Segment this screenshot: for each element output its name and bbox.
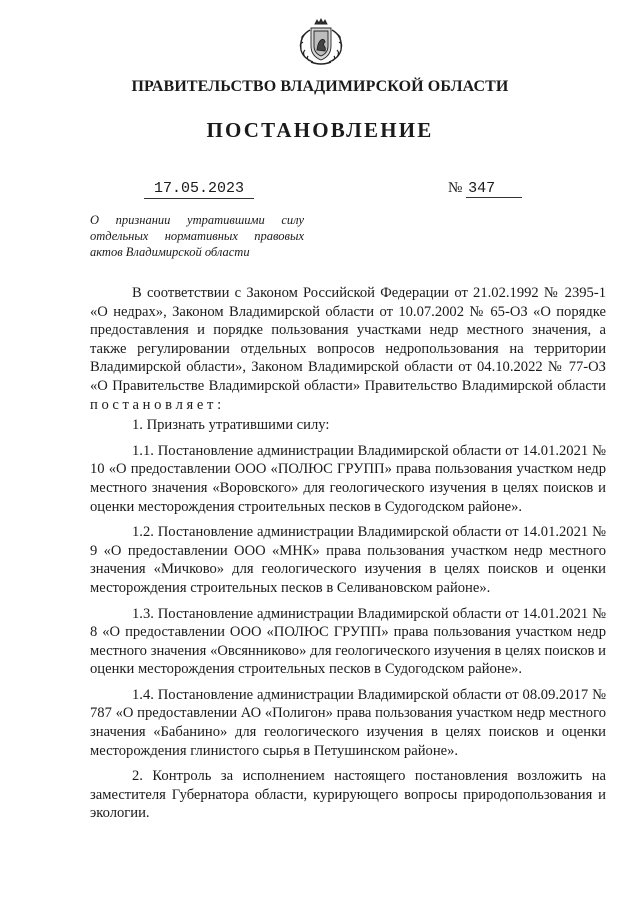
- document-number-block: [448, 180, 522, 198]
- document-date: 17.05.2023: [144, 180, 254, 199]
- clause-1-2: 1.2. Постановление администрации Владимирской области от 14.01.2021 № 9 «О предоставлении ООО «МНК» права пользования участком недр местного значения «Мичково» для геологического изучения в целях поисков и оценки месторождения строительных песков в Селивановском районе».: [90, 524, 606, 596]
- document-subject: [90, 212, 304, 260]
- organization-name: ПРАВИТЕЛЬСТВО ВЛАДИМИРСКОЙ ОБЛАСТИ: [131, 78, 509, 95]
- document-type-title: ПОСТАНОВЛЕНИЕ: [206, 118, 434, 142]
- coat-of-arms-emblem: [293, 18, 349, 66]
- document-body: [90, 284, 606, 823]
- clause-1-1: 1.1. Постановление администрации Владимирской области от 14.01.2021 № 10 «О предоставлении ООО «ПОЛЮС ГРУПП» права пользования участком недр местного значения «Воровского» для геологического изучения в целях поисков и оценки месторождения строительных песков в Судогодском районе».: [90, 442, 606, 515]
- number-sign: №: [448, 180, 463, 196]
- subject-line: отдельных нормативных правовых: [90, 229, 304, 243]
- clause-1: 1. Признать утратившими силу:: [132, 417, 330, 434]
- clause-1-3: 1.3. Постановление администрации Владимирской области от 14.01.2021 № 8 «О предоставлении ООО «ПОЛЮС ГРУПП» права пользования участком недр местного значения «Овсянниково» для геологического изучения в целях поисков и оценки месторождения строительных песков в Судогодском районе».: [90, 605, 606, 678]
- subject-line: О признании утратившими силу: [90, 213, 304, 227]
- clause-2: 2. Контроль за исполнением настоящего постановления возложить на заместителя Губернатора области, курирующего вопросы природопользования и экологии.: [90, 768, 606, 822]
- subject-line: актов Владимирской области: [90, 245, 250, 259]
- document-number: 347: [466, 180, 522, 198]
- clause-1-4: 1.4. Постановление администрации Владимирской области от 08.09.2017 № 787 «О предоставлении АО «Полигон» права пользования участком недр местного значения «Бабанино» для геологического изучения в целях поисков и оценки месторождения глинистого сырья в Петушинском районе».: [90, 686, 606, 759]
- preamble-paragraph: В соответствии с Законом Российской Федерации от 21.02.1992 № 2395-1 «О недрах», Законом Владимирской области от 10.07.2002 № 65-ОЗ «О порядке предоставления и порядке пользования участками недр местного значения, а также регулировании отдельных вопросов недропользования на территории Владимирской области», Законом Владимирской области от 04.10.2022 № 77-ОЗ «О Правительстве Владимирской области» Правительство Владимирской области п о с т а н о в л я е т :: [90, 285, 606, 413]
